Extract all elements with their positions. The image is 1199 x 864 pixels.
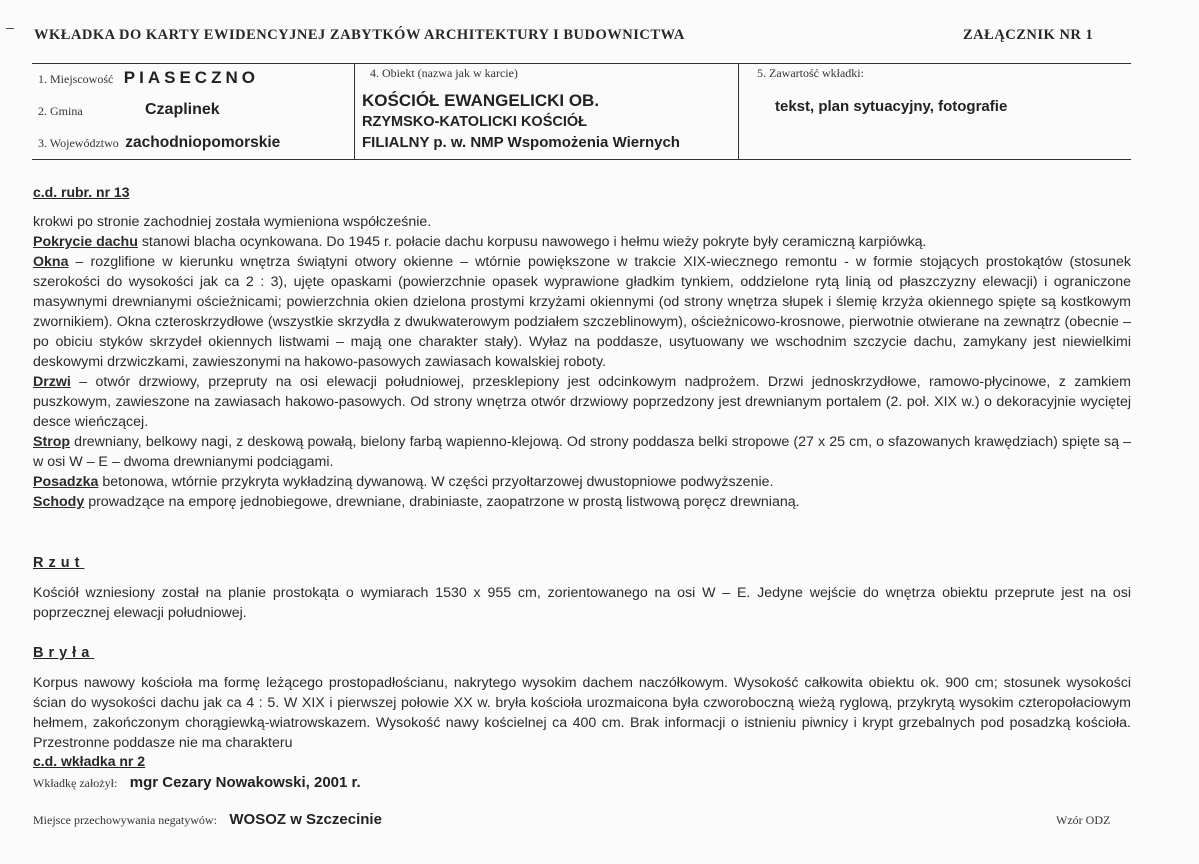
table-divider-2 <box>738 63 739 160</box>
contents-label: 5. Zawartość wkładki: <box>757 66 864 80</box>
margin-dash <box>6 28 14 29</box>
mass-heading: Bryła <box>33 645 95 661</box>
stairs-text: prowadzące na emporę jednobiegowe, drewniane, drabiniaste, zaopatrzone w prostą listwową poręcz drewnianą. <box>84 494 800 510</box>
voivodeship-label: 3. Województwo <box>38 136 119 150</box>
roof-paragraph <box>33 232 1131 252</box>
doors-keyword: Drzwi <box>33 374 71 390</box>
floor-paragraph <box>33 472 1131 492</box>
storage-label: Miejsce przechowywania negatywów: <box>33 813 217 827</box>
table-bottom-rule <box>32 159 1131 160</box>
plan-heading: Rzut <box>33 555 85 571</box>
author-label: Wkładkę założył: <box>33 776 118 790</box>
form-title: WKŁADKA DO KARTY EWIDENCYJNEJ ZABYTKÓW ARCHITEKTURY I BUDOWNICTWA <box>34 27 685 43</box>
doors-paragraph <box>33 372 1131 432</box>
plan-text: Kościół wzniesiony został na planie prostokąta o wymiarach 1530 x 955 cm, zorientowanego na osi W – E. Jedyne wejście do wnętrza obiektu przeprute jest na osi poprzecznej elewacji południowej. <box>33 585 1131 621</box>
plan-block <box>33 583 1131 623</box>
mass-text: Korpus nawowy kościoła ma formę leżącego prostopadłościanu, nakrytego wysokim dachem naczółkowym. Wysokość całkowita obiektu ok. 900 cm; stosunek wysokości ścian do wysokości dachu jak ca 4 : 5. W XIX i pierwszej połowie XX w. bryła kościoła urozmaicona była czworoboczną wieżą ryglową, przykrytą wysokim czteropołaciowym hełmem, zakończonym chorągiewką-wiatrowskazem. Wysokość nawy kościelnej ca 400 cm. Brak informacji o istnieniu piwnicy i krypt grzebalnych pod posadzką kościoła. Przestronne poddasze nie ma charakteru <box>33 675 1131 751</box>
author-value: mgr Cezary Nowakowski, 2001 r. <box>129 774 361 791</box>
ceiling-paragraph <box>33 432 1131 472</box>
object-label: 4. Obiekt (nazwa jak w karcie) <box>370 66 518 80</box>
floor-keyword: Posadzka <box>33 474 99 490</box>
table-divider-1 <box>354 63 355 160</box>
floor-text: betonowa, wtórnie przykryta wykładziną dywanową. W części przyołtarzowej dwustopniowe podwyższenie. <box>98 474 774 490</box>
commune-value: Czaplinek <box>145 101 220 118</box>
storage-value: WOSOZ w Szczecinie <box>229 811 382 828</box>
intro-text: krokwi po stronie zachodniej została wymieniona współcześnie. <box>33 214 432 230</box>
storage-field <box>33 811 382 829</box>
windows-keyword: Okna <box>33 254 69 270</box>
author-field <box>33 774 361 792</box>
roof-keyword: Pokrycie dachu <box>33 234 138 250</box>
object-name-line1: KOŚCIÓŁ EWANGELICKI OB. <box>362 91 600 110</box>
form-code: Wzór ODZ <box>1056 813 1111 827</box>
field-commune <box>38 102 83 120</box>
field-locality <box>38 68 259 88</box>
continuation-next: c.d. wkładka nr 2 <box>33 753 146 769</box>
description-block <box>33 212 1131 512</box>
annex-number: ZAŁĄCZNIK NR 1 <box>963 27 1094 43</box>
table-top-rule <box>32 63 1131 64</box>
locality-value: PIASECZNO <box>123 68 259 87</box>
ceiling-keyword: Strop <box>33 434 71 450</box>
voivodeship-value: zachodniopomorskie <box>125 134 281 151</box>
locality-label: 1. Miejscowość <box>38 72 114 86</box>
roof-text: stanowi blacha ocynkowana. Do 1945 r. połacie dachu korpusu nawowego i hełmu wieży pokryte były ceramiczną karpiówką. <box>137 234 927 250</box>
field-voivodeship <box>38 134 280 152</box>
object-name-line2: RZYMSKO-KATOLICKI KOŚCIÓŁ <box>362 114 588 130</box>
object-name-line3: FILIALNY p. w. NMP Wspomożenia Wiernych <box>362 134 680 151</box>
continuation-heading: c.d. rubr. nr 13 <box>33 184 130 200</box>
windows-text: – rozglifione w kierunku wnętrza świątyni otwory okienne – wtórnie powiększone w trakcie XIX-wiecznego remontu - w formie stojących prostokątów (stosunek szerokości do wysokości jak ca 2 : 3), ujęte opaskami (powierzchnie opasek wyprawione gładkim tynkiem, oddzielone rytą linią od płaszczyzny elewacji) i ograniczone masywnymi drewnianymi ościeżnicami; powierzchnia okien dzielona prostymi krzyżami okiennymi (od strony wnętrza słupek i ślemię krzyża okiennego spięte są kostkowym zwornikiem). Okna czteroskrzydłowe (wszystkie skrzydła z dwukwaterowym podziałem szczeblinowym), ościeżnicowo-krosnowe, pierwotnie otwierane na zewnątrz (obecnie – po obiciu styków skrzydeł okiennych listwami – mają one charakter stały). Wyłaz na poddasze, usytuowany we wschodnim szczycie dachu, zamykany jest niewielkimi deskowymi drzwiczkami, zawieszonymi na hakowo-pasowych zawiasach kowalskiej roboty. <box>33 254 1131 370</box>
ceiling-text: drewniany, belkowy nagi, z deskową powałą, bielony farbą wapienno-klejową. Od strony poddasza belki stropowe (27 x 25 cm, o sfazowanych krawędziach) spięte są – w osi W – E – dwoma drewnianymi podciągami. <box>33 434 1131 470</box>
stairs-keyword: Schody <box>33 494 85 510</box>
mass-block <box>33 673 1131 753</box>
doors-text: – otwór drzwiowy, przepruty na osi elewacji południowej, przesklepiony jest odcinkowym nadprożem. Drzwi jednoskrzydłowe, ramowo-płycinowe, z zamkiem puszkowym, zawieszone na zawiasach hakowo-pasowych. Od strony wnętrza otwór drzwiowy poprzedzony jest drewnianym portalem (2. poł. XIX w.) o dekoracyjnie wyciętej desce wieńczącej. <box>33 374 1131 430</box>
contents-value: tekst, plan sytuacyjny, fotografie <box>775 98 1008 115</box>
windows-paragraph <box>33 252 1131 372</box>
stairs-paragraph <box>33 492 1131 512</box>
commune-label: 2. Gmina <box>38 104 83 118</box>
